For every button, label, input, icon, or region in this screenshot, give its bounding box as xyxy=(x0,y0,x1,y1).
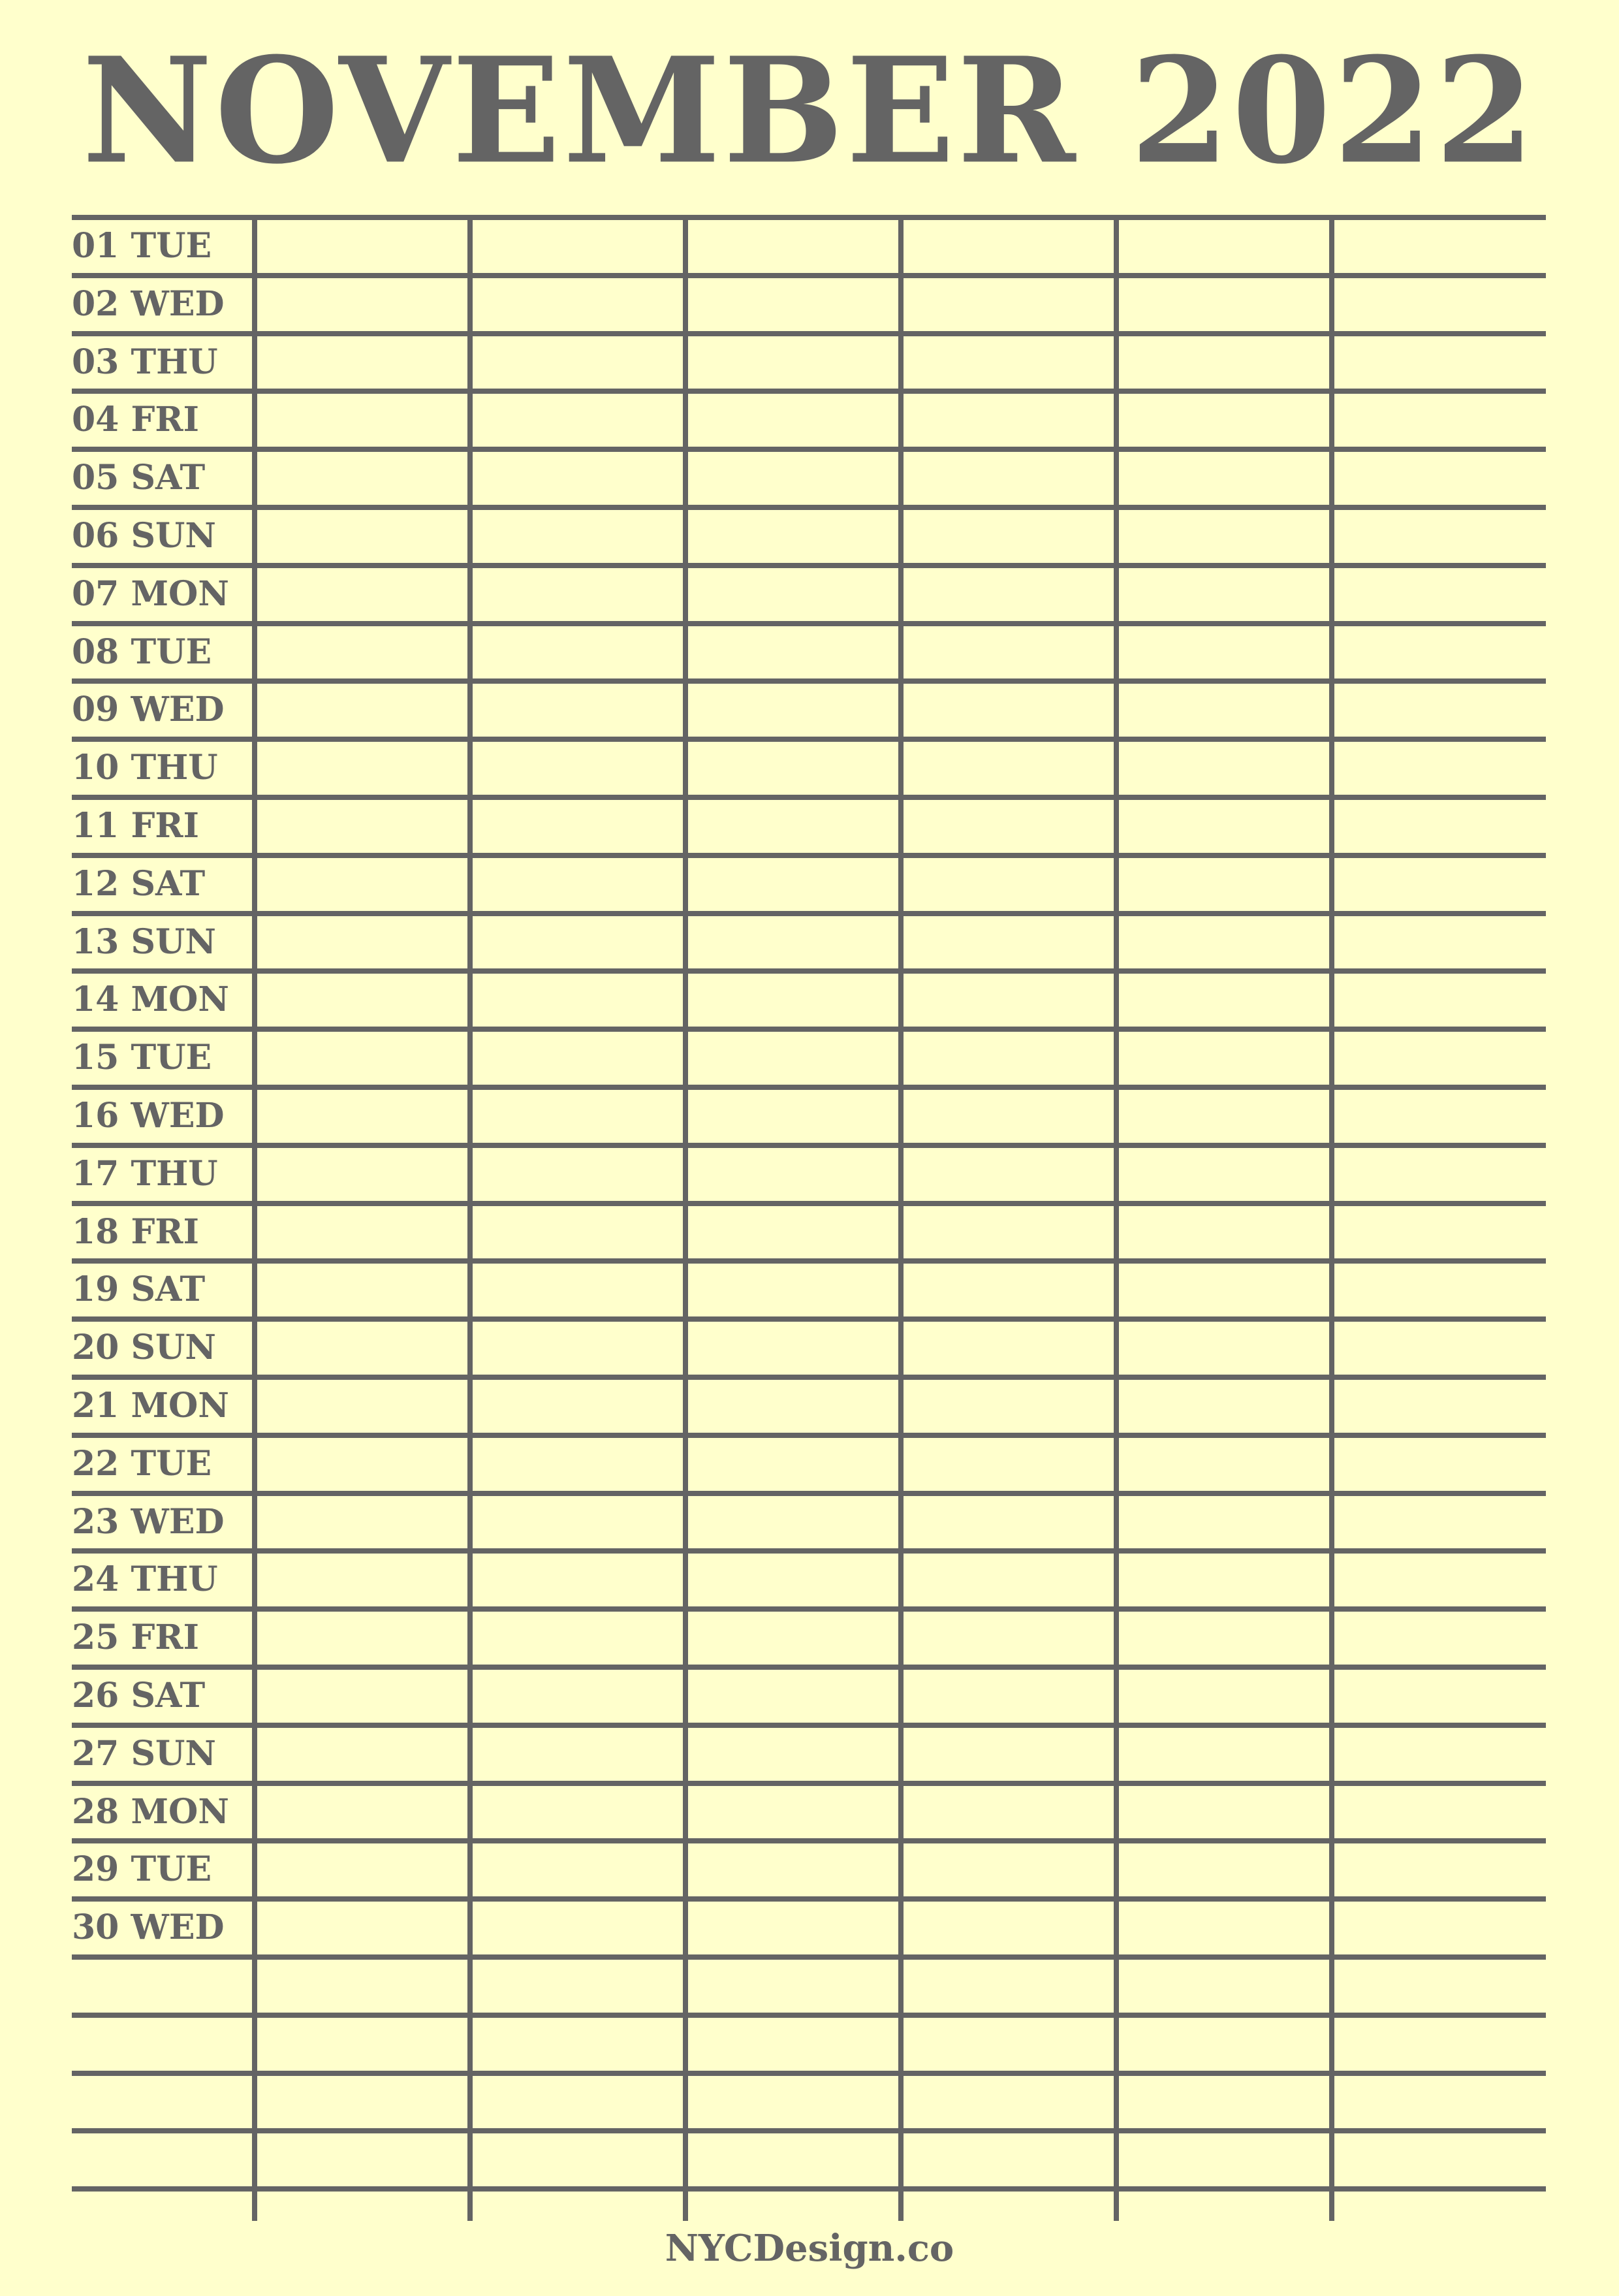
row-divider xyxy=(72,1027,1546,1032)
day-label: 01 TUE xyxy=(72,226,212,266)
day-label: 21 MON xyxy=(72,1386,229,1426)
day-label: 19 SAT xyxy=(72,1269,206,1309)
row-divider xyxy=(72,1665,1546,1670)
row-divider xyxy=(72,1258,1546,1264)
day-label: 11 FRI xyxy=(72,806,199,846)
row-divider xyxy=(72,1896,1546,1902)
row-divider xyxy=(72,331,1546,336)
row-divider xyxy=(72,1606,1546,1612)
row-divider xyxy=(72,389,1546,394)
column-divider xyxy=(252,217,257,2221)
row-divider xyxy=(72,2186,1546,2192)
day-label: 04 FRI xyxy=(72,400,199,439)
row-divider xyxy=(72,1375,1546,1380)
row-divider xyxy=(72,1201,1546,1206)
day-label: 26 SAT xyxy=(72,1676,206,1715)
day-label: 23 WED xyxy=(72,1502,225,1542)
day-label: 17 THU xyxy=(72,1154,218,1194)
row-divider xyxy=(72,1838,1546,1843)
row-divider xyxy=(72,505,1546,510)
row-divider xyxy=(72,1085,1546,1090)
row-divider xyxy=(72,1143,1546,1148)
row-divider xyxy=(72,2013,1546,2018)
row-divider xyxy=(72,1723,1546,1728)
day-label: 18 FRI xyxy=(72,1212,199,1252)
day-label: 28 MON xyxy=(72,1792,229,1832)
day-label: 27 SUN xyxy=(72,1734,216,1774)
column-divider xyxy=(1114,217,1119,2221)
row-divider xyxy=(72,968,1546,974)
day-label: 24 THU xyxy=(72,1559,218,1599)
day-label: 05 SAT xyxy=(72,458,206,498)
row-divider xyxy=(72,1548,1546,1554)
day-label: 14 MON xyxy=(72,980,229,1019)
day-label: 15 TUE xyxy=(72,1038,212,1077)
day-label: 08 TUE xyxy=(72,632,212,672)
row-divider xyxy=(72,2128,1546,2133)
footer-credit: NYCDesign.co xyxy=(665,2227,954,2270)
day-label: 12 SAT xyxy=(72,864,206,904)
row-divider xyxy=(72,1954,1546,1960)
row-divider xyxy=(72,563,1546,568)
page-title: NOVEMBER 2022 xyxy=(82,25,1537,197)
day-label: 03 THU xyxy=(72,342,218,382)
row-divider xyxy=(72,273,1546,278)
row-divider xyxy=(72,737,1546,742)
row-divider xyxy=(72,447,1546,452)
day-label: 07 MON xyxy=(72,574,229,614)
row-divider xyxy=(72,1316,1546,1322)
row-divider xyxy=(72,1491,1546,1496)
column-divider xyxy=(467,217,473,2221)
column-divider xyxy=(683,217,688,2221)
day-label: 10 THU xyxy=(72,748,218,788)
row-divider xyxy=(72,853,1546,858)
day-label: 25 FRI xyxy=(72,1618,199,1657)
day-label: 02 WED xyxy=(72,284,225,324)
day-label: 13 SUN xyxy=(72,922,216,962)
row-divider xyxy=(72,911,1546,916)
row-divider xyxy=(72,215,1546,220)
row-divider xyxy=(72,678,1546,684)
day-label: 30 WED xyxy=(72,1907,225,1947)
row-divider xyxy=(72,795,1546,800)
row-divider xyxy=(72,1781,1546,1786)
row-divider xyxy=(72,621,1546,626)
day-label: 20 SUN xyxy=(72,1328,216,1367)
column-divider xyxy=(898,217,904,2221)
day-label: 22 TUE xyxy=(72,1444,212,1484)
day-label: 29 TUE xyxy=(72,1849,212,1889)
row-divider xyxy=(72,2071,1546,2076)
column-divider xyxy=(1329,217,1334,2221)
row-divider xyxy=(72,1433,1546,1438)
day-label: 09 WED xyxy=(72,690,225,729)
day-label: 16 WED xyxy=(72,1096,225,1136)
day-label: 06 SUN xyxy=(72,516,216,556)
